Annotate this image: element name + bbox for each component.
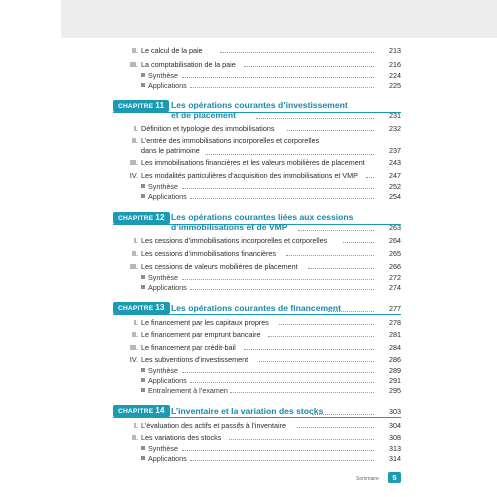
dot-leader	[229, 433, 374, 440]
page-number: 232	[389, 124, 401, 133]
dot-leader	[182, 273, 374, 280]
page-number: 224	[389, 71, 401, 80]
page-number: 247	[389, 171, 401, 180]
page-number: 308	[389, 433, 401, 442]
subitem-title: Applications	[148, 376, 187, 385]
page-number: 313	[389, 444, 401, 453]
subitem-title: Applications	[148, 192, 187, 201]
subitem-title: Synthèse	[148, 182, 178, 191]
chapter-badge	[113, 212, 170, 224]
dot-leader	[244, 343, 374, 350]
page-number: 231	[389, 111, 401, 120]
dot-leader	[343, 236, 374, 243]
page-number: 281	[389, 330, 401, 339]
section-number: I.	[134, 124, 138, 133]
page-number: 284	[389, 343, 401, 352]
page-number: 272	[389, 273, 401, 282]
section-title: Les cessions de valeurs mobilières de placement	[141, 262, 298, 271]
section-title: Définition et typologie des immobilisations	[141, 124, 275, 133]
footer-page-number: 5	[388, 472, 401, 483]
dot-leader	[190, 81, 374, 88]
section-number: II.	[132, 249, 138, 258]
page-number: 263	[389, 223, 401, 232]
page-number: 264	[389, 236, 401, 245]
dot-leader	[230, 386, 374, 393]
bullet-icon	[141, 368, 145, 372]
dot-leader	[205, 148, 374, 155]
dot-leader	[190, 376, 374, 383]
section-number: IV.	[129, 171, 138, 180]
dot-leader	[190, 283, 374, 290]
bullet-icon	[141, 285, 145, 289]
chapter-number: 12	[155, 213, 165, 222]
dot-leader	[312, 408, 374, 415]
chapter-label: CHAPITRE	[118, 103, 154, 110]
section-number: IV.	[129, 355, 138, 364]
bullet-icon	[141, 446, 145, 450]
section-number: III.	[130, 343, 138, 352]
bullet-icon	[141, 194, 145, 198]
page-number: 243	[389, 158, 401, 167]
page-number: 225	[389, 81, 401, 90]
section-title: La comptabilisation de la paie	[141, 60, 236, 69]
subitem-title: Applications	[148, 81, 187, 90]
page-number: 237	[389, 146, 401, 155]
page-number: 254	[389, 192, 401, 201]
section-number: III.	[130, 158, 138, 167]
page-number: 266	[389, 262, 401, 271]
dot-leader	[182, 444, 374, 451]
subitem-title: Entraînement à l’examen	[148, 386, 228, 395]
page-number: 213	[389, 46, 401, 55]
subitem-title: Synthèse	[148, 71, 178, 80]
page-number: 216	[389, 60, 401, 69]
section-title: Le financement par les capitaux propres	[141, 318, 269, 327]
dot-leader	[287, 124, 374, 131]
section-number: II.	[132, 433, 138, 442]
page-number: 295	[389, 386, 401, 395]
chapter-badge	[113, 405, 170, 417]
section-title: Les immobilisations financières et les valeurs mobilières de placement	[141, 158, 365, 167]
page-number: 289	[389, 366, 401, 375]
section-title: Le calcul de la paie	[141, 46, 203, 55]
chapter-title: L’inventaire et la variation des stocks	[171, 406, 324, 416]
dot-leader	[297, 421, 374, 428]
page-number: 277	[389, 304, 401, 313]
section-number: II.	[132, 136, 138, 145]
chapter-title: Les opérations courantes de financement	[171, 303, 342, 313]
section-number: I.	[134, 236, 138, 245]
dot-leader	[268, 330, 374, 337]
bullet-icon	[141, 388, 145, 392]
dot-leader	[244, 60, 374, 67]
dot-leader	[220, 46, 374, 53]
page-number: 303	[389, 407, 401, 416]
page-number: 278	[389, 318, 401, 327]
dot-leader	[298, 224, 374, 231]
dot-leader	[256, 112, 374, 119]
section-title: Le financement par crédit-bail	[141, 343, 236, 352]
chapter-title: Les opérations courantes liées aux cessions	[171, 212, 354, 222]
dot-leader	[308, 262, 374, 269]
bullet-icon	[141, 184, 145, 188]
page-number: 304	[389, 421, 401, 430]
section-number: III.	[130, 262, 138, 271]
section-title: L’entrée des immobilisations incorporelles et corporelles	[141, 136, 320, 145]
section-title-line2: dans le patrimoine	[141, 146, 200, 155]
dot-leader	[190, 192, 374, 199]
dot-leader	[182, 182, 374, 189]
chapter-badge	[113, 302, 170, 314]
subitem-title: Synthèse	[148, 273, 178, 282]
subitem-title: Synthèse	[148, 366, 178, 375]
page-number: 286	[389, 355, 401, 364]
chapter-label: CHAPITRE	[118, 305, 154, 312]
chapter-rule	[113, 314, 401, 315]
page-number: 314	[389, 454, 401, 463]
chapter-label: CHAPITRE	[118, 408, 154, 415]
dot-leader	[182, 71, 374, 78]
subitem-title: Synthèse	[148, 444, 178, 453]
section-title: Le financement par emprunt bancaire	[141, 330, 261, 339]
dot-leader	[182, 366, 374, 373]
bullet-icon	[141, 83, 145, 87]
bullet-icon	[141, 275, 145, 279]
subitem-title: Applications	[148, 283, 187, 292]
dot-leader	[190, 454, 374, 461]
chapter-title-line2: et de placement	[171, 110, 236, 120]
dot-leader	[286, 249, 374, 256]
section-number: I.	[134, 318, 138, 327]
section-number: II.	[132, 330, 138, 339]
footer-label: Sommaire	[356, 476, 379, 482]
dot-leader	[328, 305, 374, 312]
chapter-badge	[113, 100, 169, 112]
chapter-title-line2: d’immobilisations et de VMP	[171, 222, 288, 232]
chapter-number: 13	[155, 303, 165, 312]
section-title: Les cessions d’immobilisations financières	[141, 249, 277, 258]
dot-leader	[259, 355, 374, 362]
page-number: 274	[389, 283, 401, 292]
bullet-icon	[141, 73, 145, 77]
section-number: II.	[132, 46, 138, 55]
section-title: Les cessions d’immobilisations incorporelles et corporelles	[141, 236, 328, 245]
dot-leader	[279, 318, 374, 325]
page-number: 252	[389, 182, 401, 191]
section-title: Les modalités particulières d’acquisition des immobilisations et VMP	[141, 171, 358, 180]
chapter-title: Les opérations courantes d’investissement	[171, 100, 348, 110]
chapter-rule	[113, 417, 401, 418]
section-number: I.	[134, 421, 138, 430]
section-number: III.	[130, 60, 138, 69]
chapter-label: CHAPITRE	[118, 215, 154, 222]
dot-leader	[366, 171, 374, 178]
chapter-number: 14	[155, 406, 165, 415]
chapter-number: 11	[155, 101, 165, 110]
page-number: 291	[389, 376, 401, 385]
subitem-title: Applications	[148, 454, 187, 463]
page-number: 265	[389, 249, 401, 258]
section-title: L’évaluation des actifs et passifs à l’inventaire	[141, 421, 287, 430]
section-title: Les variations des stocks	[141, 433, 222, 442]
bullet-icon	[141, 378, 145, 382]
bullet-icon	[141, 456, 145, 460]
section-title: Les subventions d’investissement	[141, 355, 249, 364]
